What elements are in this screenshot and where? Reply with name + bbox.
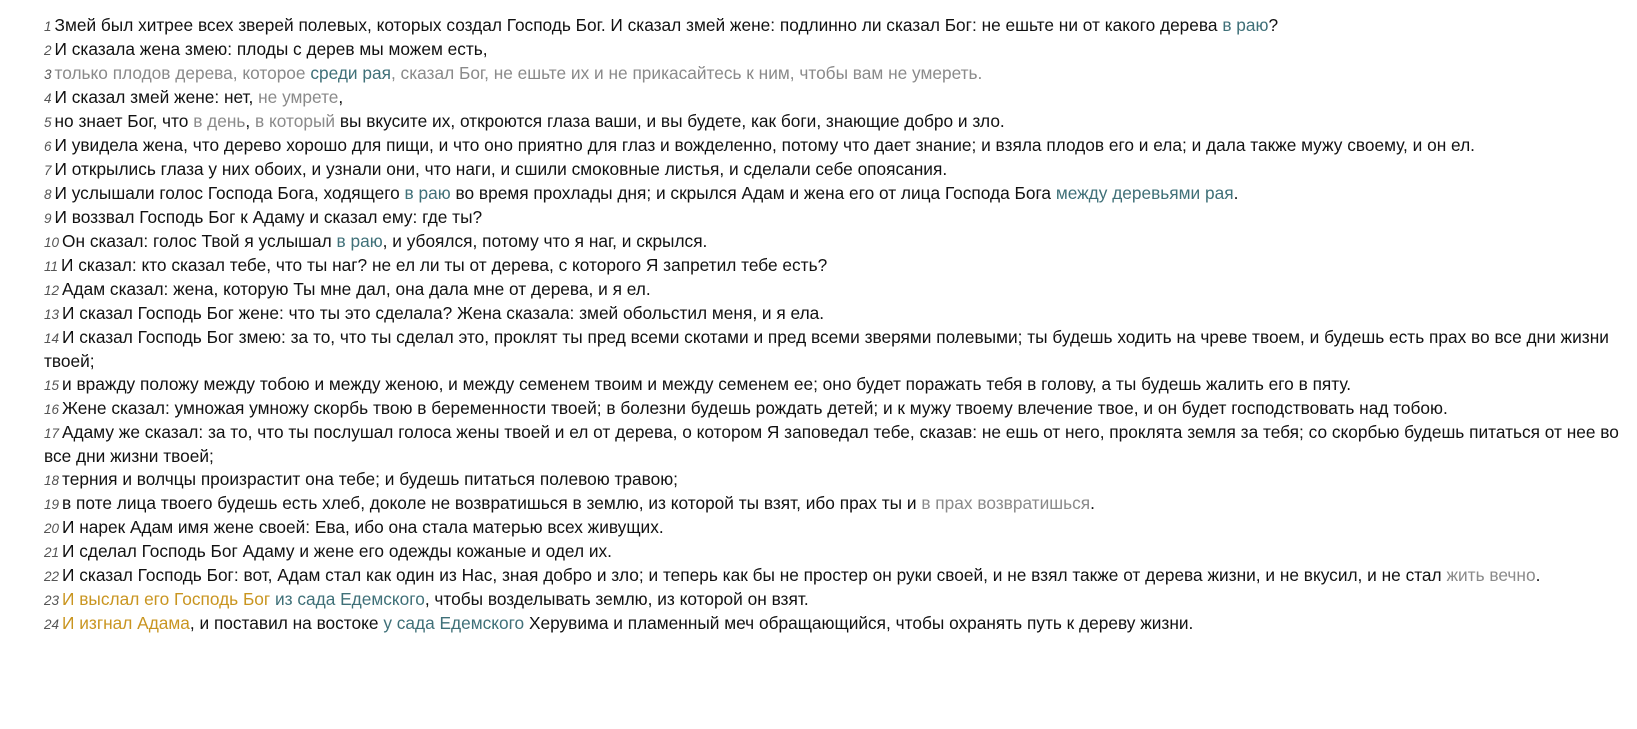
verse-number: 21 [44,545,60,560]
verse-number: 13 [44,307,60,322]
verse-text: в поте лица твоего будешь есть хлеб, доколе не возвратишься в землю, из которой ты взят, ибо прах ты и [62,493,922,513]
verse-text-teal: в раю [404,183,451,203]
verse-list [44,14,1624,636]
verse-number: 2 [44,43,52,58]
verse-text-orange: И изгнал Адама [62,613,190,633]
verse-text-gray: , сказал Бог, не ешьте их и не прикасайтесь к ним, чтобы вам не умереть. [390,63,983,83]
verse-number: 23 [44,593,60,608]
verse-1 [44,14,1624,38]
verse-text: И сказал Господь Бог: вот, Адам стал как один из Нас, зная добро и зло; и теперь как бы не простер он руки своей, и не взял также от дерева жизни, и не вкусил, и не стал [62,565,1447,585]
verse-number: 20 [44,521,60,536]
verse-14 [44,326,1624,373]
verse-number: 5 [44,115,52,130]
verse-text: Адаму же сказал: за то, что ты послушал голоса жены твоей и ел от дерева, о котором Я заповедал тебе, сказав: не ешь от него, проклята земля за тебя; со скорбью будешь питаться от нее во все дни жизни твоей; [44,422,1619,466]
verse-12 [44,278,1624,302]
verse-text: . [1090,493,1095,513]
verse-number: 7 [44,163,52,178]
verse-number: 15 [44,378,60,393]
verse-text-gray: только плодов дерева, которое [54,63,311,83]
verse-text: но знает Бог, что [54,111,194,131]
verse-22 [44,564,1624,588]
verse-7 [44,158,1624,182]
verse-text: , и убоялся, потому что я наг, и скрылся. [382,231,708,251]
verse-number: 12 [44,283,60,298]
verse-number: 3 [44,67,52,82]
verse-text: И сказала жена змею: плоды с дерев мы можем есть, [54,39,488,59]
verse-9 [44,206,1624,230]
verse-10 [44,230,1624,254]
verse-number: 18 [44,473,60,488]
verse-24 [44,612,1624,636]
verse-17 [44,421,1624,468]
verse-text: И сказал змей жене: нет, [54,87,259,107]
verse-text: И сказал Господь Бог змею: за то, что ты сделал это, проклят ты пред всеми скотами и пред всеми зверями полевыми; ты будешь ходить на чреве твоем, и будешь есть прах во все дни жизни твоей; [44,327,1609,371]
verse-text: Жене сказал: умножая умножу скорбь твою в беременности твоей; в болезни будешь рождать детей; и к мужу твоему влечение твое, и он будет господствовать над тобою. [62,398,1448,418]
verse-13 [44,302,1624,326]
verse-number: 24 [44,617,60,632]
verse-text: . [1535,565,1541,585]
verse-text-teal: между деревьями рая [1055,183,1234,203]
verse-2 [44,38,1624,62]
verse-text-gray: не умрете [258,87,339,107]
verse-19 [44,492,1624,516]
verse-number: 16 [44,402,60,417]
verse-number: 4 [44,91,52,106]
verse-text: Херувима и пламенный меч обращающийся, чтобы охранять путь к дереву жизни. [524,613,1194,633]
verse-4 [44,86,1624,110]
verse-text: Адам сказал: жена, которую Ты мне дал, она дала мне от дерева, и я ел. [62,279,651,299]
verse-number: 8 [44,187,52,202]
verse-text: , и поставил на востоке [189,613,384,633]
verse-5 [44,110,1624,134]
verse-number: 10 [44,235,60,250]
verse-text-teal: из сада Едемского [275,589,425,609]
verse-text: . [1233,183,1239,203]
verse-text: И сделал Господь Бог Адаму и жене его одежды кожаные и одел их. [62,541,612,561]
verse-text-teal: среди рая [310,63,391,83]
verse-6 [44,134,1624,158]
verse-number: 1 [44,19,52,34]
verse-text: вы вкусите их, откроются глаза ваши, и вы будете, как боги, знающие добро и зло. [335,111,1005,131]
verse-text-gray: жить вечно [1446,565,1536,585]
verse-text: во время прохлады дня; и скрылся Адам и жена его от лица Господа Бога [450,183,1056,203]
verse-18 [44,468,1624,492]
verse-text: И увидела жена, что дерево хорошо для пищи, и что оно приятно для глаз и вожделенно, потому что дает знание; и взяла плодов его и ела; и дала также мужу своему, и он ел. [54,135,1475,155]
verse-text: И открылись глаза у них обоих, и узнали они, что наги, и сшили смоковные листья, и сделали себе опоясания. [54,159,948,179]
verse-number: 6 [44,139,52,154]
verse-text-teal: в раю [336,231,383,251]
verse-text-gray: в день [193,111,246,131]
verse-text: Он сказал: голос Твой я услышал [62,231,337,251]
verse-text: терния и волчцы произрастит она тебе; и будешь питаться полевою травою; [62,469,678,489]
verse-text: И услышали голос Господа Бога, ходящего [54,183,405,203]
verse-3 [44,62,1624,86]
verse-text-teal: у сада Едемского [383,613,525,633]
verse-16 [44,397,1624,421]
verse-text-teal: в раю [1222,15,1269,35]
verse-text: , чтобы возделывать землю, из которой он взят. [424,589,809,609]
verse-23 [44,588,1624,612]
verse-number: 17 [44,426,60,441]
verse-number: 14 [44,331,60,346]
verse-text: И сказал: кто сказал тебе, что ты наг? не ел ли ты от дерева, с которого Я запретил тебе есть? [61,255,828,275]
verse-text-orange: И выслал его Господь Бог [62,589,271,609]
verse-20 [44,516,1624,540]
verse-text: И сказал Господь Бог жене: что ты это сделала? Жена сказала: змей обольстил меня, и я ела. [62,303,825,323]
verse-text: , [245,111,256,131]
verse-number: 11 [44,259,59,274]
verse-text-gray: в который [255,111,336,131]
verse-text: ? [1268,15,1279,35]
verse-11 [44,254,1624,278]
verse-8 [44,182,1624,206]
verse-21 [44,540,1624,564]
verse-text-gray: в прах возвратишься [921,493,1091,513]
verse-text: Змей был хитрее всех зверей полевых, которых создал Господь Бог. И сказал змей жене: подлинно ли сказал Бог: не ешьте ни от какого дерева [54,15,1223,35]
verse-text: И нарек Адам имя жене своей: Ева, ибо она стала матерью всех живущих. [62,517,664,537]
verse-text: , [338,87,344,107]
verse-number: 9 [44,211,52,226]
verse-number: 22 [44,569,60,584]
verse-15 [44,373,1624,397]
verse-text: и вражду положу между тобою и между женою, и между семенем твоим и между семенем ее; оно будет поражать тебя в голову, а ты будешь жалить его в пяту. [62,374,1352,394]
verse-number: 19 [44,497,60,512]
verse-text: И воззвал Господь Бог к Адаму и сказал ему: где ты? [54,207,483,227]
